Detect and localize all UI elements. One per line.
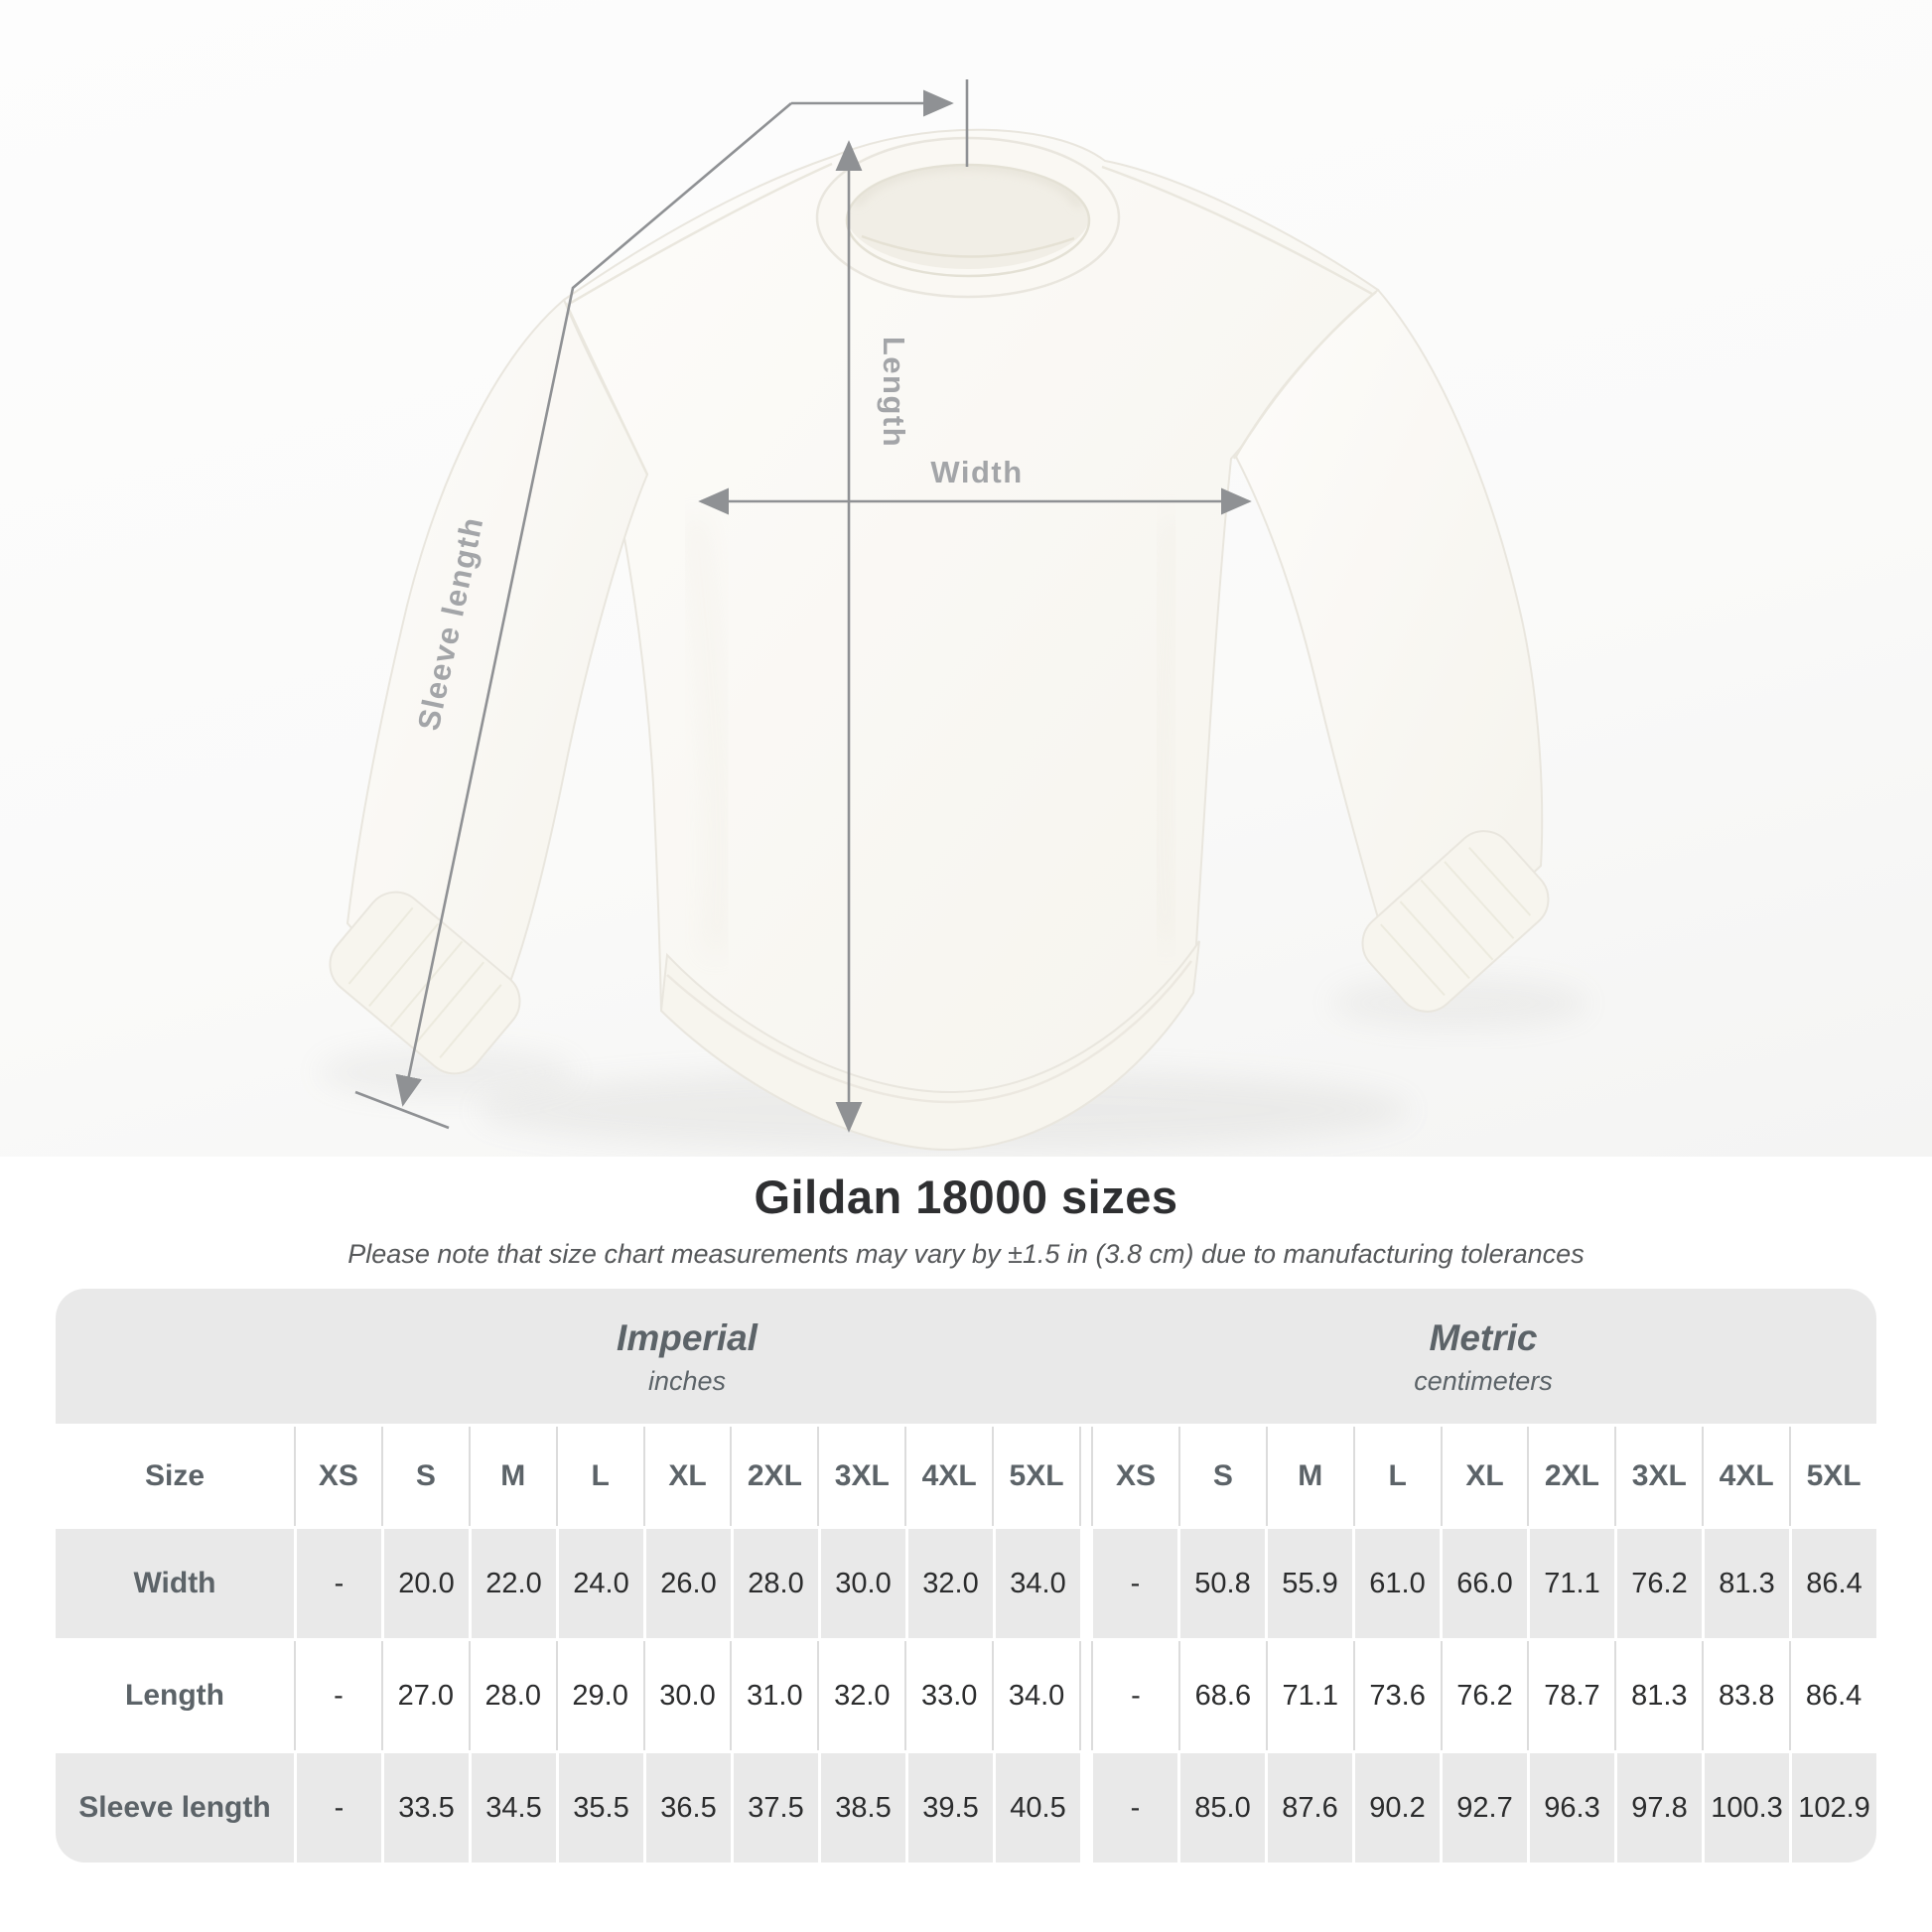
- value-cell: 78.7: [1527, 1641, 1614, 1750]
- size-header-row: [56, 1427, 1876, 1526]
- header-cell: XS: [294, 1427, 381, 1526]
- value-cell: 102.9: [1789, 1753, 1876, 1863]
- header-cell: 5XL: [992, 1427, 1081, 1526]
- header-cell: XL: [643, 1427, 731, 1526]
- header-cell: L: [1353, 1427, 1441, 1526]
- value-cell: 76.2: [1614, 1529, 1702, 1638]
- metric-group-header: [1090, 1289, 1876, 1424]
- value-cell: 32.0: [817, 1641, 904, 1750]
- value-cell: 83.8: [1702, 1641, 1789, 1750]
- value-cell: 100.3: [1702, 1753, 1789, 1863]
- value-cell: 20.0: [381, 1529, 469, 1638]
- header-cell: XL: [1441, 1427, 1528, 1526]
- value-cell: 38.5: [818, 1753, 905, 1863]
- metric-unit: centimeters: [1414, 1366, 1553, 1396]
- sleeve-length-row: [56, 1753, 1876, 1863]
- header-cell: S: [381, 1427, 469, 1526]
- value-cell: 34.5: [469, 1753, 556, 1863]
- page-title: Gildan 18000 sizes: [754, 1171, 1178, 1223]
- value-cell: 36.5: [643, 1753, 731, 1863]
- size-column-header: Size: [144, 1459, 206, 1492]
- value-cell: 66.0: [1440, 1529, 1527, 1638]
- header-cell: M: [469, 1427, 556, 1526]
- metric-label: Metric: [1429, 1317, 1538, 1358]
- value-cell: 33.0: [904, 1641, 992, 1750]
- value-cell: 35.5: [556, 1753, 643, 1863]
- unit-group-band: [56, 1289, 1876, 1424]
- value-cell: 22.0: [469, 1529, 556, 1638]
- value-cell: 81.3: [1614, 1641, 1702, 1750]
- value-cell: 28.0: [469, 1641, 556, 1750]
- row-label: Length: [125, 1679, 224, 1712]
- value-cell: -: [1090, 1529, 1177, 1638]
- value-cell: 34.0: [993, 1529, 1080, 1638]
- value-cell: 92.7: [1440, 1753, 1527, 1863]
- value-cell: 68.6: [1178, 1641, 1266, 1750]
- value-cell: 28.0: [731, 1529, 818, 1638]
- value-cell: 31.0: [730, 1641, 817, 1750]
- width-row: [56, 1529, 1876, 1638]
- value-cell: 61.0: [1352, 1529, 1440, 1638]
- value-cell: 26.0: [643, 1529, 731, 1638]
- header-cell: 3XL: [1614, 1427, 1702, 1526]
- header-cell: 5XL: [1789, 1427, 1876, 1526]
- value-cell: -: [294, 1753, 381, 1863]
- value-cell: 85.0: [1177, 1753, 1265, 1863]
- length-label: Length: [877, 336, 911, 449]
- imperial-group-header: [294, 1289, 1080, 1424]
- value-cell: 39.5: [905, 1753, 993, 1863]
- value-cell: 30.0: [643, 1641, 731, 1750]
- value-cell: 87.6: [1265, 1753, 1352, 1863]
- header-cell: M: [1266, 1427, 1353, 1526]
- value-cell: 50.8: [1177, 1529, 1265, 1638]
- value-cell: -: [294, 1529, 381, 1638]
- row-label: Width: [56, 1529, 294, 1638]
- value-cell: 97.8: [1614, 1753, 1702, 1863]
- header-cell: XS: [1091, 1427, 1178, 1526]
- value-cell: 90.2: [1352, 1753, 1440, 1863]
- length-row: [56, 1641, 1876, 1750]
- value-cell: -: [1090, 1753, 1177, 1863]
- header-cell: S: [1178, 1427, 1266, 1526]
- value-cell: -: [1091, 1641, 1178, 1750]
- group-gap: [1080, 1289, 1090, 1424]
- value-cell: 86.4: [1789, 1641, 1876, 1750]
- header-cell: 3XL: [817, 1427, 904, 1526]
- value-cell: 71.1: [1266, 1641, 1353, 1750]
- value-cell: 27.0: [381, 1641, 469, 1750]
- value-cell: -: [294, 1641, 381, 1750]
- width-label: Width: [930, 455, 1024, 489]
- value-cell: 76.2: [1441, 1641, 1528, 1750]
- value-cell: 96.3: [1527, 1753, 1614, 1863]
- band-size-spacer: [56, 1289, 294, 1424]
- sleeve-length-label: Sleeve length: [410, 512, 490, 734]
- row-label: Sleeve length: [56, 1753, 294, 1863]
- value-cell: 34.0: [992, 1641, 1081, 1750]
- header-cell: 2XL: [730, 1427, 817, 1526]
- value-cell: 86.4: [1789, 1529, 1876, 1638]
- value-cell: 33.5: [381, 1753, 469, 1863]
- value-cell: 71.1: [1527, 1529, 1614, 1638]
- header-cell: L: [556, 1427, 643, 1526]
- value-cell: 37.5: [731, 1753, 818, 1863]
- imperial-unit: inches: [647, 1366, 727, 1396]
- value-cell: 73.6: [1353, 1641, 1441, 1750]
- header-cell: 4XL: [904, 1427, 992, 1526]
- value-cell: 40.5: [993, 1753, 1080, 1863]
- header-cell: 4XL: [1702, 1427, 1789, 1526]
- value-cell: 24.0: [556, 1529, 643, 1638]
- tolerance-note: Please note that size chart measurements may vary by ±1.5 in (3.8 cm) due to manufacturing tolerances: [347, 1239, 1585, 1269]
- value-cell: 55.9: [1265, 1529, 1352, 1638]
- value-cell: 30.0: [818, 1529, 905, 1638]
- value-cell: 32.0: [905, 1529, 993, 1638]
- size-chart-table: [56, 1289, 1876, 1863]
- value-cell: 81.3: [1702, 1529, 1789, 1638]
- header-cell: 2XL: [1527, 1427, 1614, 1526]
- imperial-label: Imperial: [617, 1317, 758, 1358]
- value-cell: 29.0: [556, 1641, 643, 1750]
